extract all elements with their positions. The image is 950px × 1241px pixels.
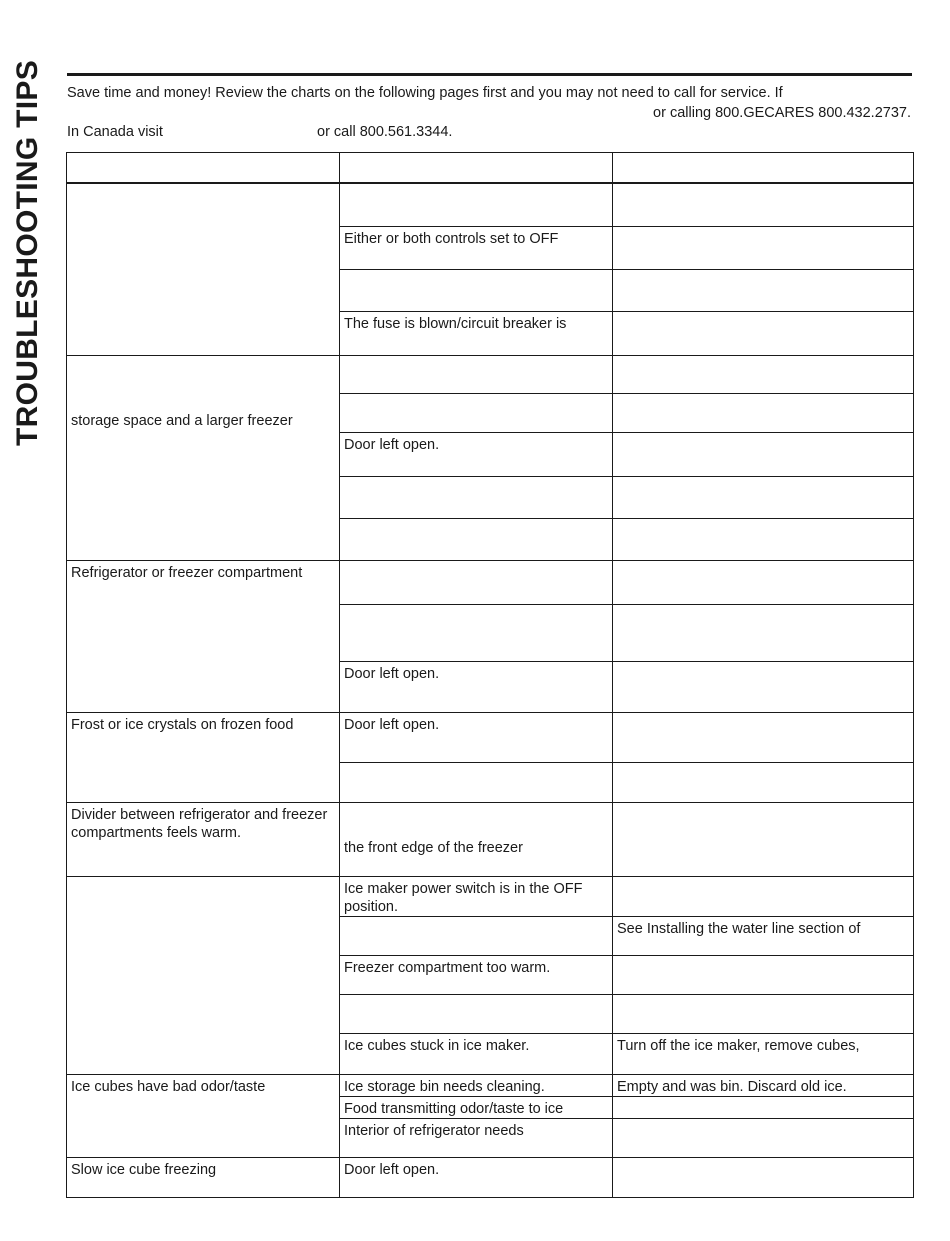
cause-cell: the front edge of the freezer — [340, 802, 613, 876]
problem-cell: Ice cubes have bad odor/taste — [67, 1074, 340, 1157]
action-cell — [613, 661, 914, 712]
cause-cell — [340, 355, 613, 393]
problem-cell: Divider between refrigerator and freezer compartments feels warm. — [67, 802, 340, 876]
header-cause — [340, 153, 613, 184]
action-cell — [613, 1157, 914, 1197]
intro-line-2: or calling 800.GECARES 800.432.2737. — [653, 105, 911, 121]
action-cell — [613, 518, 914, 560]
intro-canada-phone: or call 800.561.3344. — [317, 124, 453, 140]
cause-cell: Door left open. — [340, 661, 613, 712]
problem-cell — [67, 183, 340, 355]
intro-line-1: Save time and money! Review the charts on the following pages first and you may not need to call for service. If — [67, 85, 783, 101]
cause-cell — [340, 269, 613, 311]
troubleshooting-table — [66, 152, 914, 1198]
header-problem — [67, 153, 340, 184]
cause-cell — [340, 560, 613, 604]
action-cell: Turn off the ice maker, remove cubes, — [613, 1033, 914, 1074]
action-cell — [613, 955, 914, 994]
cause-cell: Food transmitting odor/taste to ice — [340, 1096, 613, 1118]
table-row — [67, 712, 914, 762]
problem-cell: storage space and a larger freezer — [67, 355, 340, 560]
cause-cell — [340, 183, 613, 226]
action-cell — [613, 994, 914, 1033]
action-cell — [613, 355, 914, 393]
cause-cell: Ice maker power switch is in the OFF position. — [340, 876, 613, 916]
cause-cell — [340, 604, 613, 661]
cause-cell — [340, 476, 613, 518]
action-cell — [613, 1118, 914, 1157]
side-title: TROUBLESHOOTING TIPS — [11, 59, 44, 446]
cause-cell: Either or both controls set to OFF — [340, 226, 613, 269]
action-cell — [613, 712, 914, 762]
cause-cell — [340, 994, 613, 1033]
cause-cell: The fuse is blown/circuit breaker is — [340, 311, 613, 355]
cause-cell — [340, 762, 613, 802]
table-row — [67, 355, 914, 393]
table-row — [67, 1157, 914, 1197]
action-cell — [613, 432, 914, 476]
action-cell — [613, 393, 914, 432]
cause-cell — [340, 518, 613, 560]
table-row — [67, 1074, 914, 1096]
action-cell — [613, 269, 914, 311]
problem-cell: Refrigerator or freezer compartment — [67, 560, 340, 712]
action-cell — [613, 1096, 914, 1118]
table-row — [67, 802, 914, 876]
action-cell — [613, 604, 914, 661]
action-cell — [613, 876, 914, 916]
action-cell — [613, 762, 914, 802]
cause-cell — [340, 393, 613, 432]
table-row — [67, 183, 914, 226]
intro-canada: In Canada visit — [67, 124, 163, 140]
problem-cell: Slow ice cube freezing — [67, 1157, 340, 1197]
action-cell — [613, 226, 914, 269]
table-row — [67, 876, 914, 916]
action-cell: Empty and was bin. Discard old ice. — [613, 1074, 914, 1096]
action-cell — [613, 476, 914, 518]
action-cell: See Installing the water line section of — [613, 916, 914, 955]
table-header-row — [67, 153, 914, 184]
problem-cell — [67, 876, 340, 1074]
cause-cell: Door left open. — [340, 712, 613, 762]
table-row — [67, 560, 914, 604]
cause-cell: Ice storage bin needs cleaning. — [340, 1074, 613, 1096]
cause-cell: Door left open. — [340, 1157, 613, 1197]
action-cell — [613, 560, 914, 604]
action-cell — [613, 311, 914, 355]
cause-cell: Interior of refrigerator needs — [340, 1118, 613, 1157]
header-action — [613, 153, 914, 184]
action-cell — [613, 802, 914, 876]
cause-cell: Door left open. — [340, 432, 613, 476]
cause-cell: Freezer compartment too warm. — [340, 955, 613, 994]
problem-cell: Frost or ice crystals on frozen food — [67, 712, 340, 802]
top-rule — [67, 73, 912, 76]
action-cell — [613, 183, 914, 226]
cause-cell — [340, 916, 613, 955]
cause-cell: Ice cubes stuck in ice maker. — [340, 1033, 613, 1074]
